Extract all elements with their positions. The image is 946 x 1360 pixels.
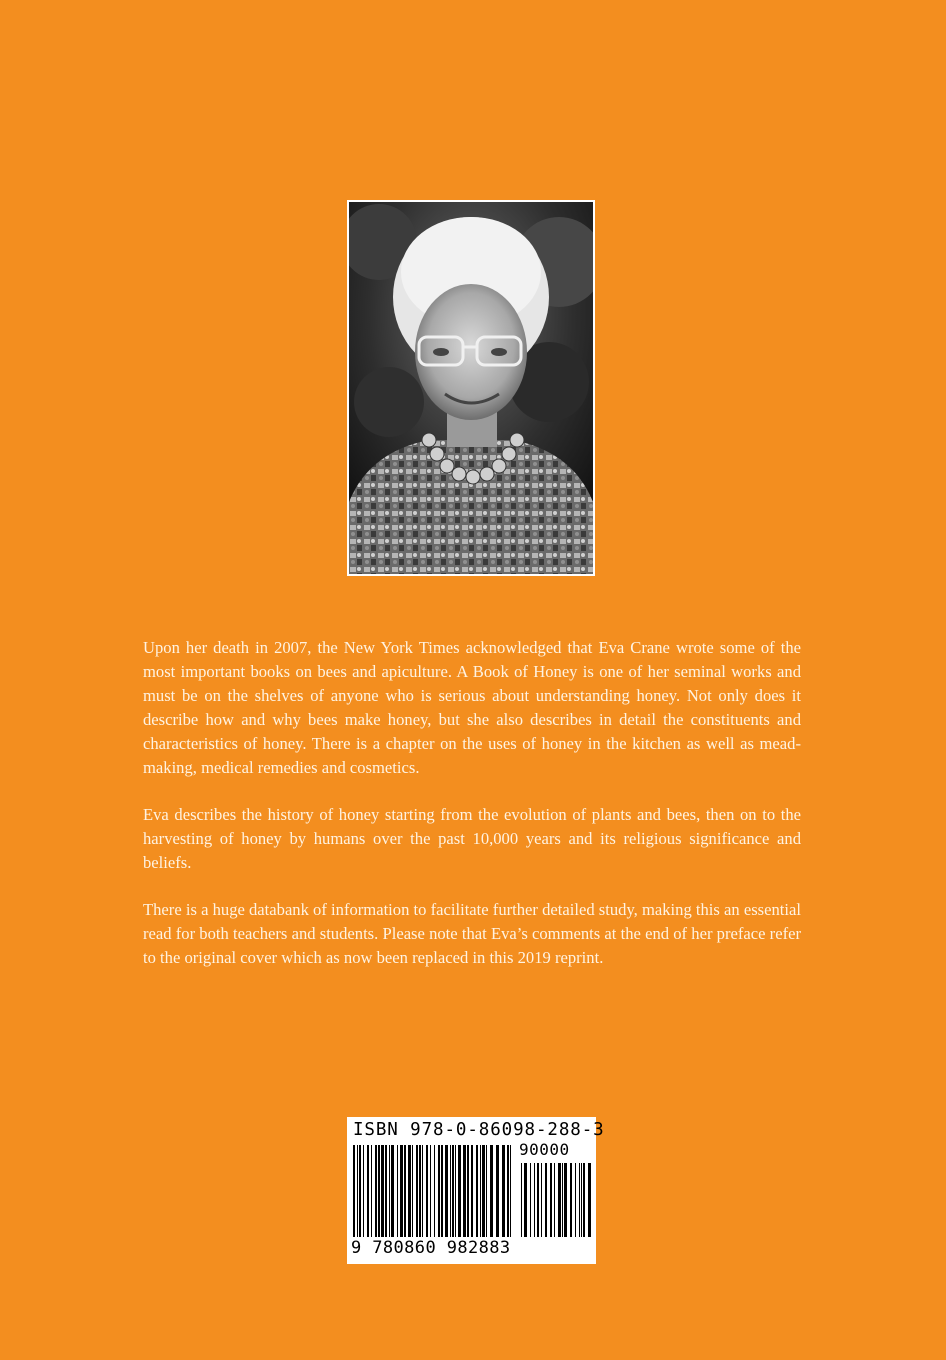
barcode-bar: [502, 1145, 505, 1237]
barcode-bar: [353, 1145, 355, 1237]
barcode-bar: [583, 1163, 585, 1237]
barcode-bar: [426, 1145, 428, 1237]
barcode-bar: [537, 1163, 539, 1237]
barcode-bar: [575, 1163, 576, 1237]
barcode-bar: [564, 1163, 567, 1237]
barcode-bar: [521, 1163, 522, 1237]
barcode-bar: [363, 1145, 364, 1237]
barcode-bar: [397, 1145, 398, 1237]
blurb-paragraph: There is a huge databank of information to facilitate further detailed study, making this an essential read for both teachers and students. Please note that Eva’s comments at the end of her preface refer to the original cover which as now been replaced in this 2019 reprint.: [143, 900, 801, 967]
barcode-bar: [378, 1145, 380, 1237]
barcode-bar: [445, 1145, 448, 1237]
barcode-bar: [441, 1145, 443, 1237]
barcode-bar: [467, 1145, 469, 1237]
price-code: 90000: [519, 1140, 570, 1159]
barcode-bar: [482, 1145, 485, 1237]
author-photo: [347, 200, 595, 576]
barcode-bar: [455, 1145, 456, 1237]
barcode-bar: [389, 1145, 390, 1237]
barcode-bar: [430, 1145, 431, 1237]
barcode-bar: [422, 1145, 423, 1237]
barcode-bar: [588, 1163, 591, 1237]
barcode-bar: [476, 1145, 478, 1237]
barcode-bar: [496, 1145, 499, 1237]
barcode-bar: [371, 1145, 372, 1237]
barcode-bar: [434, 1145, 435, 1237]
barcode-bar: [471, 1145, 473, 1237]
barcode-bar: [381, 1145, 384, 1237]
barcode-bar: [400, 1145, 403, 1237]
barcode-bar: [419, 1145, 421, 1237]
barcode-bar: [570, 1163, 572, 1237]
barcode-bar: [554, 1163, 555, 1237]
barcode-bar: [581, 1163, 582, 1237]
barcode-bar: [458, 1145, 461, 1237]
barcode-bar: [524, 1163, 527, 1237]
barcode-bar: [486, 1145, 487, 1237]
portrait-photo-icon: [349, 202, 593, 574]
blurb-paragraph: Upon her death in 2007, the New York Times acknowledged that Eva Crane wrote some of the most important books on bees and apiculture. A Book of Honey is one of her seminal works and must be on the shelves of anyone who is serious about understanding honey. Not only does it describe how and why bees make honey, but she also describes in detail the constituents and characteristics of honey. There is a chapter on the uses of honey in the kitchen as well as mead-making, medical remedies and cosmetics.: [143, 638, 801, 777]
barcode-bar: [452, 1145, 454, 1237]
barcode-bar: [385, 1145, 387, 1237]
barcode-bar: [550, 1163, 552, 1237]
barcode-bar: [545, 1163, 547, 1237]
isbn-label: ISBN 978-0-86098-288-3: [353, 1120, 605, 1140]
barcode-bar: [562, 1163, 563, 1237]
barcode-bar: [579, 1163, 580, 1237]
barcode-bar: [438, 1145, 440, 1237]
barcode-bar: [367, 1145, 369, 1237]
barcode-bar: [534, 1163, 535, 1237]
barcode-bar: [375, 1145, 377, 1237]
barcode-bar: [558, 1163, 561, 1237]
barcode-bar: [507, 1145, 509, 1237]
barcode-bar: [450, 1145, 451, 1237]
barcode-bar: [412, 1145, 413, 1237]
barcode-bar: [391, 1145, 394, 1237]
barcode-bar: [357, 1145, 358, 1237]
barcode-bar: [404, 1145, 406, 1237]
barcode-bar: [510, 1145, 511, 1237]
isbn-barcode: [347, 1117, 605, 1264]
barcode-bar: [359, 1145, 361, 1237]
barcode-bar: [541, 1163, 542, 1237]
blurb-paragraph: Eva describes the history of honey starting from the evolution of plants and bees, then on to the harvesting of honey by humans over the past 10,000 years and its religious significance and beliefs.: [143, 805, 801, 872]
barcode-bar: [530, 1163, 531, 1237]
barcode-bars-icon: [351, 1145, 592, 1237]
ean-digits: 9 780860 982883: [351, 1238, 511, 1258]
barcode-bar: [480, 1145, 481, 1237]
barcode-bar: [463, 1145, 466, 1237]
barcode-bar: [408, 1145, 411, 1237]
barcode-bar: [490, 1145, 493, 1237]
barcode-bar: [416, 1145, 418, 1237]
back-cover-blurb: [143, 636, 801, 993]
